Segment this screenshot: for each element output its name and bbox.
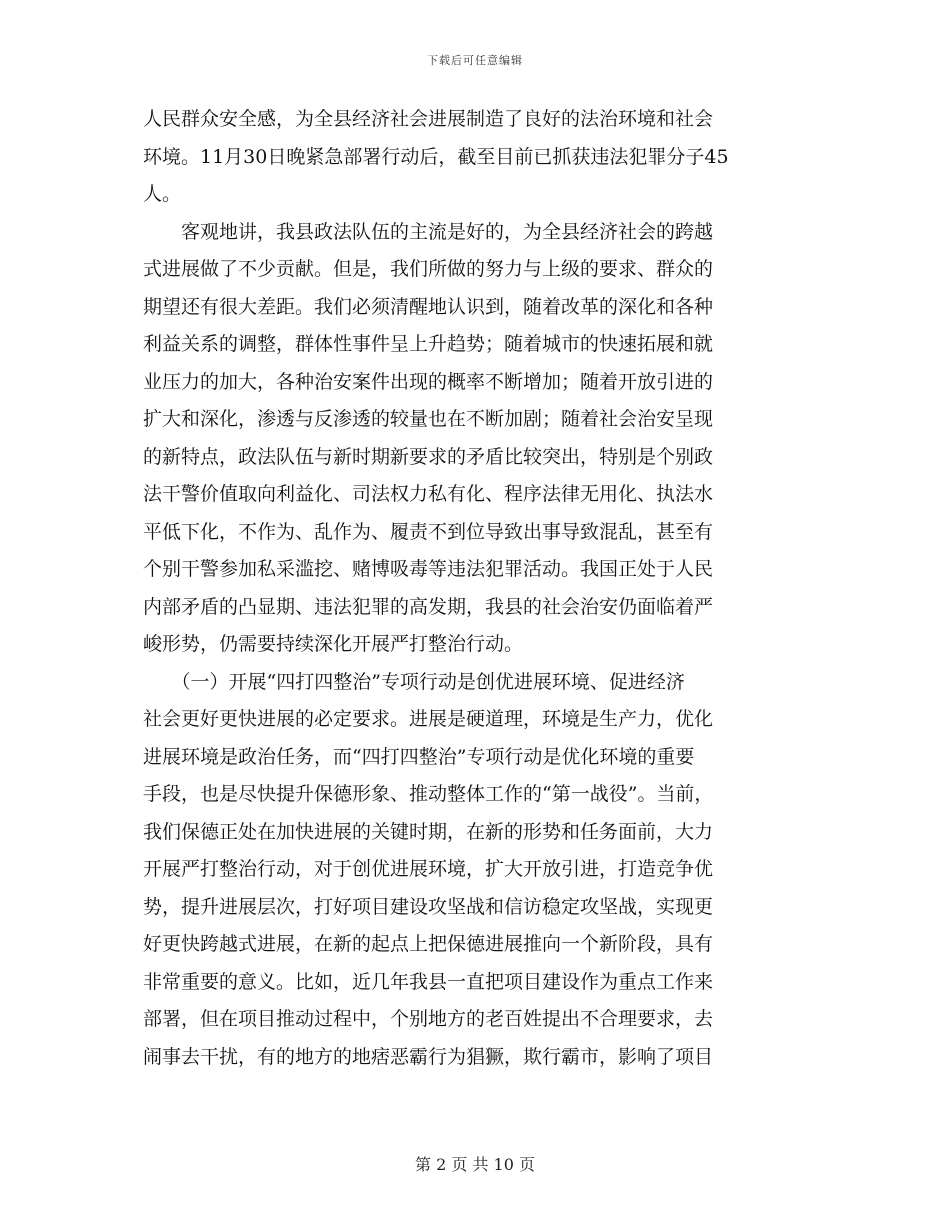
body-line: 好更快跨越式进展，在新的起点上把保德进展推向一个新阶段，具有 — [143, 933, 714, 955]
body-line: 环境。11月30日晚紧急部署行动后，截至目前已抓获违法犯罪分子45 — [143, 145, 729, 168]
body-line: 扩大和深化，渗透与反渗透的较量也在不断加剧；随着社会治安呈现 — [143, 408, 714, 430]
body-line: （一）开展“四打四整治”专项行动是创优进展环境、促进经济 — [143, 670, 685, 693]
body-line: 非常重要的意义。比如，近几年我县一直把项目建设作为重点工作来 — [143, 970, 714, 993]
body-line: 我们保德正处在加快进展的关键时期，在新的形势和任务面前，大力 — [143, 820, 714, 843]
body-line: 势，提升进展层次，打好项目建设攻坚战和信访稳定攻坚战，实现更 — [143, 895, 714, 918]
body-line: 部署，但在项目推动过程中，个别地方的老百姓提出不合理要求，去 — [143, 1008, 714, 1030]
body-line: 平低下化，不作为、乱作为、履责不到位导致出事导致混乱，甚至有 — [143, 520, 714, 543]
body-line: 峻形势，仍需要持续深化开展严打整治行动。 — [143, 633, 524, 655]
body-line: 法干警价值取向利益化、司法权力私有化、程序法律无用化、执法水 — [143, 483, 714, 505]
body-line: 进展环境是政治任务，而“四打四整治”专项行动是优化环境的重要 — [143, 745, 695, 768]
body-line: 开展严打整治行动，对于创优进展环境，扩大开放引进，打造竞争优 — [143, 858, 714, 880]
body-line: 业压力的加大，各种治安案件出现的概率不断增加；随着开放引进的 — [143, 370, 714, 393]
document-body — [143, 101, 811, 1076]
body-line: 的新特点，政法队伍与新时期新要求的矛盾比较突出，特别是个别政 — [143, 445, 714, 468]
body-line: 人民群众安全感，为全县经济社会进展制造了良好的法治环境和社会 — [143, 108, 714, 130]
body-line: 手段，也是尽快提升保德形象、推动整体工作的“第一战役”。当前， — [143, 783, 714, 805]
body-line: 人。 — [143, 183, 182, 205]
body-line: 个别干警参加私采滥挖、赌博吸毒等违法犯罪活动。我国正处于人民 — [143, 558, 714, 580]
page-header: 下载后可任意编辑 — [427, 54, 523, 67]
body-line: 闹事去干扰，有的地方的地痞恶霸行为猖獗，欺行霸市，影响了项目 — [143, 1045, 714, 1068]
body-line: 社会更好更快进展的必定要求。进展是硬道理，环境是生产力，优化 — [143, 708, 714, 730]
body-line: 客观地讲，我县政法队伍的主流是好的，为全县经济社会的跨越 — [143, 220, 714, 243]
body-line: 期望还有很大差距。我们必须清醒地认识到，随着改革的深化和各种 — [143, 295, 714, 318]
body-line: 式进展做了不少贡献。但是，我们所做的努力与上级的要求、群众的 — [143, 258, 714, 280]
page-footer: 第 2 页 共 10 页 — [415, 1155, 535, 1174]
body-line: 内部矛盾的凸显期、违法犯罪的高发期，我县的社会治安仍面临着严 — [143, 595, 714, 618]
body-line: 利益关系的调整，群体性事件呈上升趋势；随着城市的快速拓展和就 — [143, 333, 714, 355]
